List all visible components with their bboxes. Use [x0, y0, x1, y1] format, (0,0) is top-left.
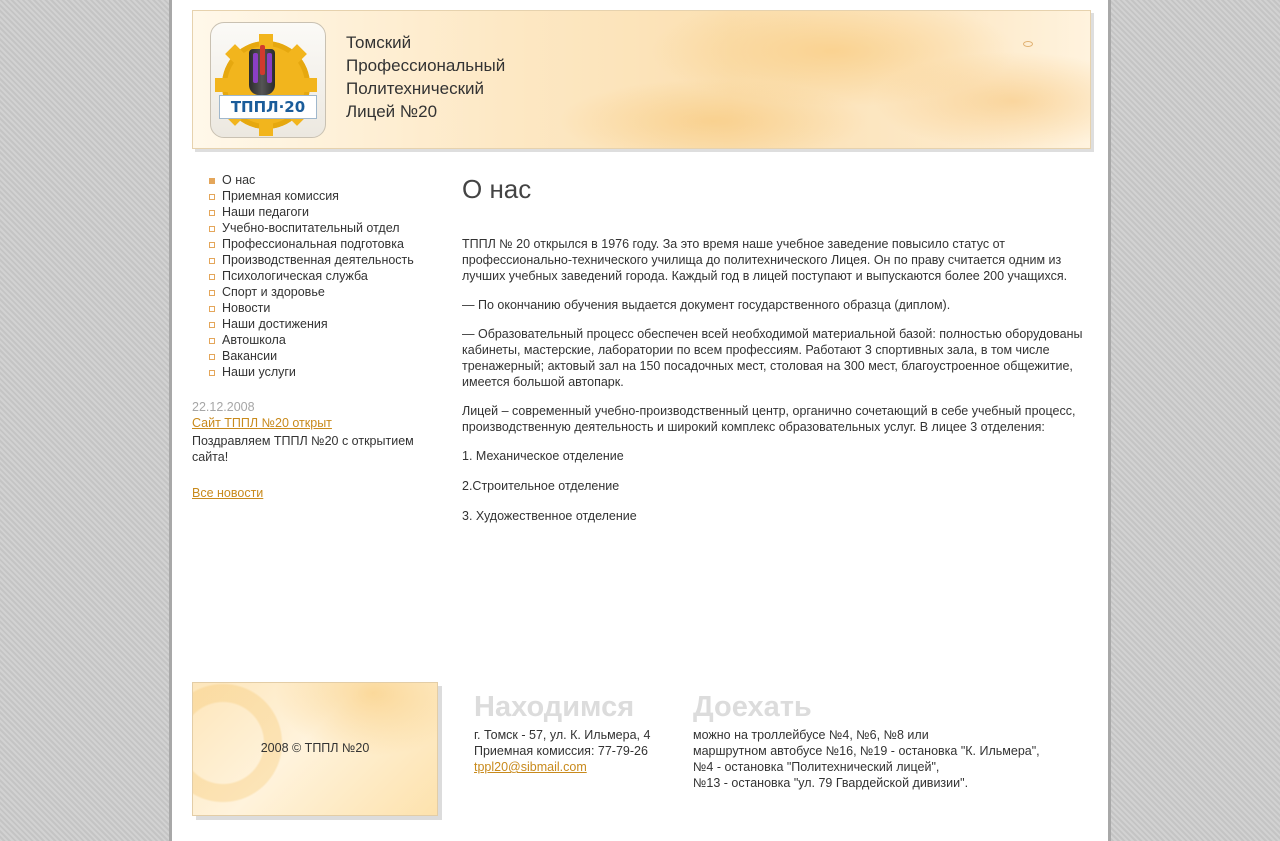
address-text: г. Томск - 57, ул. К. Ильмера, 4 [474, 728, 651, 742]
news-block [192, 399, 432, 501]
department-item: 1. Механическое отделение [462, 449, 624, 463]
site-title-line: Профессиональный [346, 56, 506, 75]
site-logo[interactable] [210, 22, 326, 138]
footer-location [474, 691, 684, 775]
nav-item-about[interactable] [207, 172, 414, 188]
site-title-line: Томский [346, 33, 412, 52]
route-line: можно на троллейбусе №4, №6, №8 или [693, 728, 929, 742]
news-text: Поздравляем ТППЛ №20 с открытием сайта! [192, 434, 414, 464]
route-line: маршрутном автобусе №16, №19 - остановка "К. Ильмера", [693, 744, 1040, 758]
bullet-icon [209, 370, 215, 376]
route-heading: Доехать [693, 691, 812, 723]
nav-item-label: Производственная деятельность [222, 253, 414, 267]
nav-item-label: Учебно-воспитательный отдел [222, 221, 400, 235]
nav-item-label: Профессиональная подготовка [222, 237, 404, 251]
route-line: №4 - остановка "Политехнический лицей", [693, 760, 940, 774]
location-heading: Находимся [474, 691, 635, 723]
nav-item-label: Вакансии [222, 349, 278, 363]
bullet-icon [209, 322, 215, 328]
cable-plug-icon [249, 49, 275, 95]
nav-item-psychology[interactable] [207, 268, 414, 284]
nav-item-label: Новости [222, 301, 271, 315]
nav-item-production[interactable] [207, 252, 414, 268]
copyright-text: 2008 © ТППЛ №20 [260, 741, 370, 755]
bullet-icon [209, 338, 215, 344]
nav-item-label: Наши услуги [222, 365, 296, 379]
all-news-link[interactable]: Все новости [192, 486, 264, 500]
nav-item-news[interactable] [207, 300, 414, 316]
nav-item-label: Спорт и здоровье [222, 285, 325, 299]
route-line: №13 - остановка "ул. 79 Гвардейской дивизии". [693, 776, 969, 790]
bullet-icon [209, 290, 215, 296]
nav-item-driving-school[interactable] [207, 332, 414, 348]
nav-item-vacancies[interactable] [207, 348, 414, 364]
nav-item-achievements[interactable] [207, 316, 414, 332]
bullet-icon [209, 242, 215, 248]
nav-item-education-dept[interactable] [207, 220, 414, 236]
content-paragraph: Лицей – современный учебно-производственный центр, органично сочетающий в себе учебный процесс, производственную деятельность и широкий комплекс образовательных услуг. В лицее 3 отделения: [462, 404, 1076, 434]
content-paragraph: — По окончанию обучения выдается документ государственного образца (диплом). [462, 298, 951, 312]
site-title-line: Политехнический [346, 79, 485, 98]
footer-route [693, 691, 1093, 791]
nav-item-label: Приемная комиссия [222, 189, 339, 203]
nav-item-label: О нас [222, 173, 256, 187]
nav-item-label: Наши достижения [222, 317, 328, 331]
news-headline-link[interactable]: Сайт ТППЛ №20 открыт [192, 416, 332, 430]
bullet-icon [209, 194, 215, 200]
nav-item-label: Наши педагоги [222, 205, 309, 219]
decorative-swirl [1023, 41, 1033, 47]
main-content [462, 172, 1092, 538]
email-link[interactable]: tppl20@sibmail.com [474, 760, 587, 774]
sidebar-nav [207, 172, 414, 380]
department-item: 3. Художественное отделение [462, 509, 637, 523]
nav-item-professional-training[interactable] [207, 236, 414, 252]
nav-item-sport[interactable] [207, 284, 414, 300]
site-header [192, 10, 1091, 149]
bullet-icon [209, 210, 215, 216]
content-paragraph: — Образовательный процесс обеспечен всей необходимой материальной базой: полностью оборудованы кабинеты, мастерские, лаборатории по всем профессиям. Работают 3 спортивных зала, в том числе тренажерный; актовый зал на 150 посадочных мест, столовая на 300 мест, благоустроенное общежитие, имеется большой автопарк. [462, 327, 1083, 389]
site-title-line: Лицей №20 [346, 102, 438, 121]
bullet-icon [209, 178, 215, 184]
bullet-icon [209, 226, 215, 232]
page-title: О нас [462, 174, 532, 204]
bullet-icon [209, 258, 215, 264]
news-date: 22.12.2008 [192, 400, 255, 414]
logo-label: ТППЛ·20 [219, 95, 317, 119]
nav-item-label: Автошкола [222, 333, 286, 347]
nav-item-admissions[interactable] [207, 188, 414, 204]
page-container [169, 0, 1111, 841]
bullet-icon [209, 354, 215, 360]
footer-copyright-box [192, 682, 438, 816]
bullet-icon [209, 306, 215, 312]
bullet-icon [209, 274, 215, 280]
nav-item-teachers[interactable] [207, 204, 414, 220]
site-title [346, 31, 505, 123]
phone-text: Приемная комиссия: 77-79-26 [474, 744, 648, 758]
content-paragraph: ТППЛ № 20 открылся в 1976 году. За это время наше учебное заведение повысило статус от профессионально-технического училища до политехнического Лицея. Он по праву считается одним из лучших учебных заведений города. Каждый год в лицей поступают и выпускаются более 200 учащихся. [462, 237, 1068, 283]
nav-item-services[interactable] [207, 364, 414, 380]
nav-item-label: Психологическая служба [222, 269, 368, 283]
department-item: 2.Строительное отделение [462, 479, 620, 493]
